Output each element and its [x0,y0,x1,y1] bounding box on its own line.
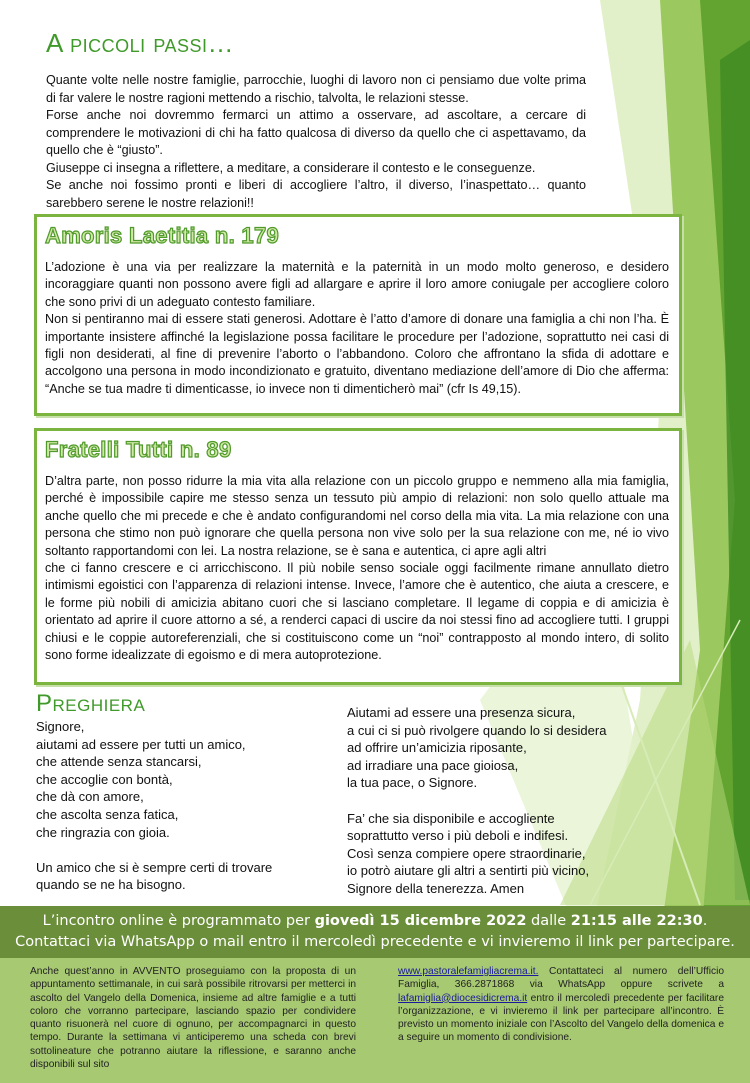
intro-paragraph: Quante volte nelle nostre famiglie, parrocchie, luoghi di lavoro non ci pensiamo due volte prima di far valere le nostre ragioni mettendo a rischio, talvolta, le relazioni stesse. [46,73,586,105]
prayer-line: Fa’ che sia disponibile e accogliente [347,810,555,826]
banner-line-1 [0,911,750,932]
prayer-title: Preghiera [36,690,146,717]
meeting-banner [0,906,750,958]
prayer-line: Così senza compiere opere straordinarie, [347,845,586,861]
prayer-line: che ascolta senza fatica, [36,806,179,822]
banner-text: dalle [526,913,571,929]
amoris-paragraph: Non si pentiranno mai di essere stati generosi. Adottare è l’atto d’amore di donare una famiglia a chi non l’ha. È importante insistere affinché la legislazione possa facilitare le procedure per l’adozione, soprattutto nei casi di figli non desiderati, al fine di prevenire l’aborto o l’abbandono. Coloro che affrontano la sfida di adottare e accolgono una persona in modo incondizionato e gratuito, diventano mediazione dell’amore di Dio che afferma: “Anche se tua madre ti dimenticasse, io invece non ti dimenticherò mai” (cfr Is 49,15). [45,312,669,396]
prayer-line: Signore della tenerezza. Amen [347,880,525,896]
banner-text: L’incontro online è programmato per [42,913,315,929]
prayer-line: aiutami ad essere per tutti un amico, [36,736,246,752]
fratelli-tutti-body [45,473,669,664]
intro-paragraph: Giuseppe ci insegna a riflettere, a meditare, a considerare il contesto e le conseguenze. [46,160,536,175]
intro-text [46,72,586,212]
prayer-line: che accoglie con bontà, [36,771,173,787]
footer-text: Contattateci al numero dell’Ufficio Famiglia, 366.2871868 via WhatsApp oppure scrivete a [398,966,724,991]
footer-right-text [398,965,724,1045]
fratelli-tutti-title: Fratelli Tutti n. 89 [45,437,232,462]
prayer-stanza [36,718,326,841]
footer [0,958,750,1083]
banner-date: giovedì 15 dicembre 2022 [314,913,527,929]
intro-paragraph: Forse anche noi dovremmo fermarci un attimo a osservare, ad ascoltare, a cercare di comprendere le motivazioni di chi ha fatto qualcosa di diverso da quello che ci aspettavamo, da quello che è “giusto”. [46,108,586,157]
amoris-laetitia-body [45,259,669,398]
fratelli-paragraph: che ci fanno crescere e ci arricchiscono. Il più nobile senso sociale oggi facilmente rimane annullato dietro intimismi egoistici con l’apparenza di relazioni intense. Invece, l’amore che è autentico, che aiuta a crescere, e le forme più nobili di amicizia abitano cuori che si lasciano completare. Il legame di coppia e di amicizia è orientato ad aprire il cuore attorno a sé, a renderci capaci di uscire da noi stessi fino ad accogliere tutti. I gruppi chiusi e le coppie autoreferenziali, che si costituiscono come un “noi” contrapposto al mondo intero, di solito sono forme idealizzate di egoismo e di mera autoprotezione. [45,561,669,663]
prayer-line: io potrò aiutare gli altri a sentirti più vicino, [347,863,590,879]
prayer-line: quando se ne ha bisogno. [36,877,186,893]
prayer-line: Aiutami ad essere una presenza sicura, [347,705,576,720]
email-link[interactable]: lafamiglia@diocesidicrema.it [398,992,528,1004]
prayer-line: Un amico che si è sempre certi di trovare [36,859,273,875]
prayer-left-column [36,718,326,912]
amoris-paragraph: L’adozione è una via per realizzare la maternità e la paternità in un modo molto generoso, e desidero incoraggiare quanti non possono avere figli ad allargare e aprire il loro amore coniugale per accogliere coloro che sono privi di un adeguato contesto familiare. [45,260,669,309]
amoris-laetitia-box [34,214,682,416]
website-link[interactable]: www.pastoralefamigliacrema.it. [398,966,539,977]
prayer-line: Signore, [36,719,85,734]
footer-text: entro il mercoledì precedente per facilitare l’organizzazione, e vi invieremo il link per partecipare all’incontro. È previsto un momento iniziale con l’Ascolto del Vangelo della domenica e a seguire un momento di condivisione. [398,992,724,1044]
prayer-stanza [347,810,617,898]
prayer-line: che dà con amore, [36,789,144,805]
prayer-line: a cui ci si può rivolgere quando lo si desidera [347,722,607,738]
prayer-line: soprattutto verso i più deboli e indifesi. [347,828,569,844]
banner-text: . [702,913,708,929]
intro-paragraph: Se anche noi fossimo pronti e liberi di accogliere l’altro, il diverso, l’inaspettato… quanto sarebbero serene le nostre relazioni!! [46,178,586,210]
prayer-line: ad irradiare una pace gioiosa, [347,757,519,773]
prayer-line: che ringrazia con gioia. [36,824,170,840]
prayer-stanza [36,859,326,894]
fratelli-paragraph: D’altra parte, non posso ridurre la mia vita alla relazione con un piccolo gruppo e nemmeno alla mia famiglia, perché è impossibile capire me stesso senza un tessuto più ampio di relazioni: non solo quello attuale ma anche quello che mi precede e che è andato configurandomi nel corso della mia vita. La mia relazione con una persona che stimo non può ignorare che quella persona non vive solo per la sua relazione con me, né io vivo soltanto rapportandomi con lei. La nostra relazione, se è sana e autentica, ci apre agli altri [45,474,669,558]
fratelli-tutti-box [34,428,682,685]
prayer-line: ad offrire un’amicizia riposante, [347,740,527,756]
footer-left-text: Anche quest’anno in AVVENTO proseguiamo con la proposta di un appuntamento settimanale, in cui sarà possibile ritrovarsi per metterci in ascolto del Vangelo della Domenica, insieme ad altre famiglie e a tutti coloro che vorranno partecipare, lasciando spazio per condividere quanto risuonerà nel cuore di ognuno, per accompagnarci in questo tempo. Durante la settimana vi anticiperemo una scheda con brevi sottolineature che potranno aiutare la riflessione, e saranno anche disponibili sul sito [30,966,356,1071]
prayer-stanza [347,704,617,792]
amoris-laetitia-title: Amoris Laetitia n. 179 [45,223,280,248]
prayer-right-column [347,704,617,915]
prayer-line: che attende senza stancarsi, [36,754,202,770]
banner-line-2: Contattaci via WhatsApp o mail entro il mercoledì precedente e vi invieremo il link per partecipare. [15,934,735,950]
banner-time: 21:15 alle 22:30 [570,913,703,929]
page-title: A piccoli passi… [46,28,235,58]
prayer-line: la tua pace, o Signore. [347,775,478,791]
